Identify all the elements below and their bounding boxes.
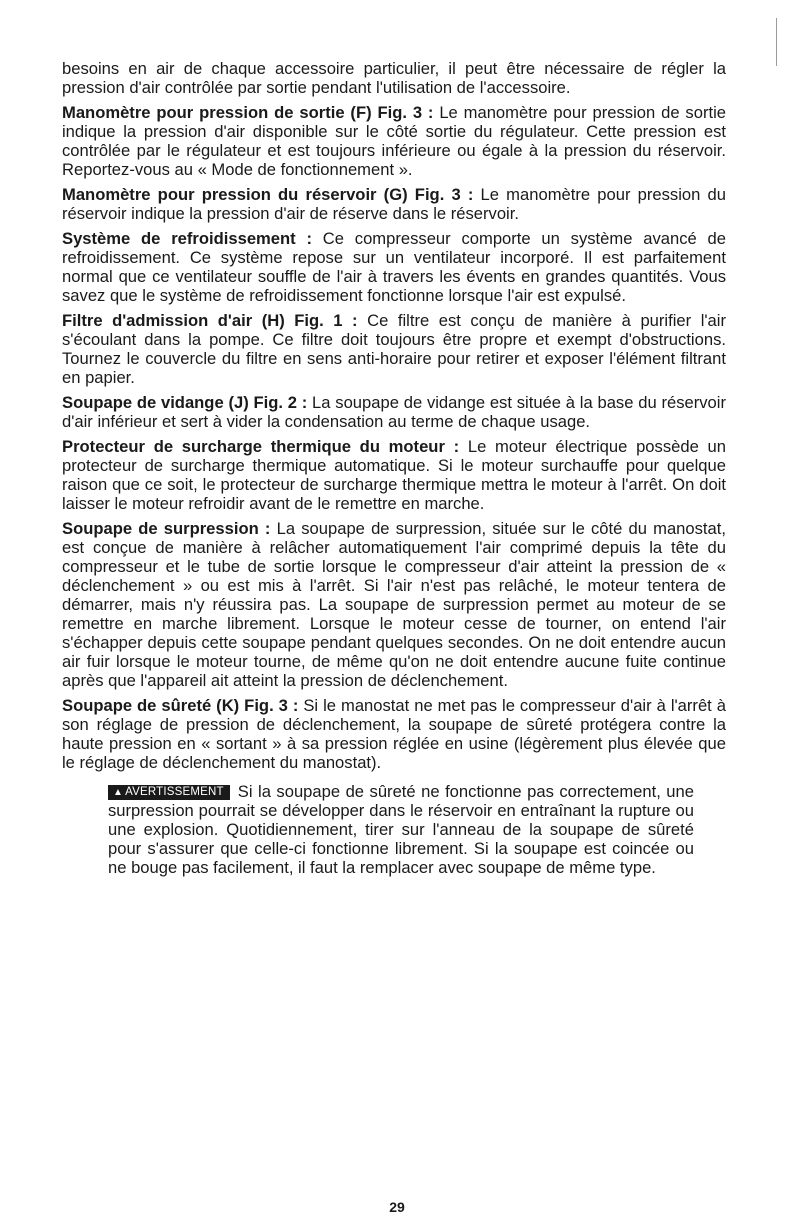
paragraph-text: La soupape de vidange est située à la base du réservoir d'air inférieur et sert à vider la condensation au terme de chaque usage. bbox=[62, 393, 726, 431]
paragraph-text: besoins en air de chaque accessoire particulier, il peut être nécessaire de régler la pression d'air contrôlée par sortie pendant l'utilisation de l'accessoire. bbox=[62, 59, 726, 97]
paragraph-term: Soupape de vidange (J) Fig. 2 : bbox=[62, 393, 308, 412]
paragraph-pressure-release-valve bbox=[62, 519, 726, 690]
paragraph-drain-valve bbox=[62, 393, 726, 431]
paragraph-tank-gauge bbox=[62, 185, 726, 223]
paragraph-term: Filtre d'admission d'air (H) Fig. 1 : bbox=[62, 311, 358, 330]
paragraph-term: Manomètre pour pression de sortie (F) Fig. 3 : bbox=[62, 103, 434, 122]
paragraph-air-filter bbox=[62, 311, 726, 387]
paragraph-outlet-gauge bbox=[62, 103, 726, 179]
paragraph-text: Le manomètre pour pression du réservoir indique la pression d'air de réserve dans le réservoir. bbox=[62, 185, 726, 223]
warning-label: AVERTISSEMENT bbox=[125, 786, 224, 798]
paragraph-text: Si le manostat ne met pas le compresseur d'air à l'arrêt à son réglage de pression de déclenchement, la soupape de sûreté protégera contre la haute pression en « sortant » à sa pression réglée en usine (légèrement plus élevée que le réglage de déclenchement du manostat). bbox=[62, 696, 726, 772]
paragraph-text: Le manomètre pour pression de sortie indique la pression d'air disponible sur le côté sortie du régulateur. Cette pression est contrôlée par le régulateur et est toujours inférieure ou égale à la pression du réservoir. Reportez-vous au « Mode de fonctionnement ». bbox=[62, 103, 726, 179]
paragraph-term: Protecteur de surcharge thermique du moteur : bbox=[62, 437, 460, 456]
paragraph-term: Soupape de surpression : bbox=[62, 519, 271, 538]
paragraph-safety-valve bbox=[62, 696, 726, 772]
paragraph-text: Ce compresseur comporte un système avancé de refroidissement. Ce système repose sur un ventilateur incorporé. Il est parfaitement normal que ce ventilateur souffle de l'air à travers les évents en grandes quantités. Vous savez que le système de refroidissement fonctionne lorsque l'air est expulsé. bbox=[62, 229, 726, 305]
paragraph-text: Ce filtre est conçu de manière à purifier l'air s'écoulant dans la pompe. Ce filtre doit toujours être propre et exempt d'obstructions. Tournez le couvercle du filtre en sens anti-horaire pour retirer et exposer l'élément filtrant en papier. bbox=[62, 311, 726, 387]
warning-text: Si la soupape de sûreté ne fonctionne pas correctement, une surpression pourrait se développer dans le réservoir en entraînant la rupture ou une explosion. Quotidiennement, tirer sur l'anneau de la soupape de sûreté pour s'assurer que celle-ci fonctionne librement. Si la soupape est coincée ou ne bouge pas facilement, il faut la remplacer avec soupape de même type. bbox=[108, 782, 694, 877]
paragraph-intro bbox=[62, 59, 726, 97]
paragraph-cooling-system bbox=[62, 229, 726, 305]
paragraph-term: Soupape de sûreté (K) Fig. 3 : bbox=[62, 696, 299, 715]
paragraph-term: Manomètre pour pression du réservoir (G) Fig. 3 : bbox=[62, 185, 474, 204]
paragraph-term: Système de refroidissement : bbox=[62, 229, 312, 248]
warning-triangle-icon: ▲ bbox=[113, 787, 124, 798]
page-number: 29 bbox=[389, 1199, 405, 1215]
warning-badge bbox=[108, 785, 230, 800]
document-body bbox=[62, 59, 726, 877]
page-edge-mark bbox=[776, 18, 777, 66]
warning-notice bbox=[108, 782, 694, 877]
paragraph-thermal-overload bbox=[62, 437, 726, 513]
paragraph-text: La soupape de surpression, située sur le côté du manostat, est conçue de manière à relâcher automatiquement l'air comprimé depuis la tête du compresseur et le tube de sortie lorsque le compresseur d'air atteint la pression de « déclenchement » ou est mis à l'arrêt. Si l'air n'est pas relâché, le moteur tentera de démarrer, mais n'y réussira pas. La soupape de surpression permet au moteur de se remettre en marche librement. Lorsque le moteur cesse de tourner, on entend l'air s'échapper depuis cette soupape pendant quelques secondes. On ne doit entendre aucun air fuir lorsque le moteur tourne, de même qu'on ne doit entendre aucune fuite continue après que l'appareil ait atteint la pression de déclenchement. bbox=[62, 519, 726, 690]
paragraph-text: Le moteur électrique possède un protecteur de surcharge thermique automatique. Si le moteur surchauffe pour quelque raison que ce soit, le protecteur de surcharge thermique mettra le moteur à l'arrêt. On doit laisser le moteur refroidir avant de le remettre en marche. bbox=[62, 437, 726, 513]
